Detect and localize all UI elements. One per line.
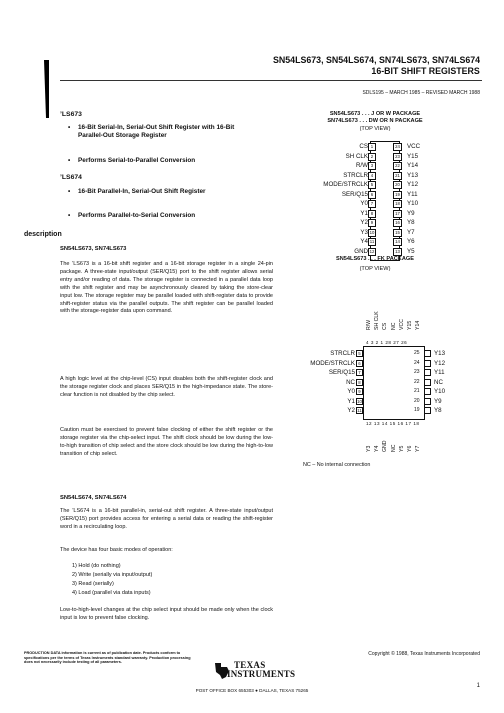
- ls673-heading: ’LS673: [60, 111, 82, 118]
- dip-pin-label: Y15: [407, 152, 419, 160]
- nc-note: NC – No internal connection: [303, 462, 371, 468]
- fk-top-pin-label: NC: [390, 322, 397, 330]
- dip-pin-label: Y14: [407, 162, 419, 169]
- fk-bottom-pin-label: Y5: [398, 445, 405, 452]
- sub-heading-674: SN54LS674, SN74LS674: [60, 495, 127, 501]
- fk-pin-box-empty: [424, 379, 431, 386]
- fk-pin-label: SER/Q15: [328, 369, 355, 376]
- copyright: Copyright © 1988, Texas Instruments Incorporated: [368, 651, 480, 657]
- address: POST OFFICE BOX 655303 ● DALLAS, TEXAS 75265: [195, 688, 309, 693]
- dip-pin-label: Y4: [360, 238, 368, 245]
- fk-pin-label: NC: [346, 378, 355, 386]
- feature-bullet: •: [68, 124, 71, 131]
- sub-heading-673: SN54LS673, SN74LS673: [60, 246, 127, 252]
- dip-pin-box: 19: [393, 191, 402, 199]
- dip-pin-label: Y6: [407, 238, 415, 245]
- dip-pin-box: 22: [393, 162, 402, 170]
- fk-bottom-pin-label: Y3: [366, 445, 372, 452]
- doc-number: SDLS195 – MARCH 1985 – REVISED MARCH 1988: [362, 90, 480, 96]
- fk-top-pin-label: CS: [382, 322, 389, 330]
- logo-text-1: TEXAS: [234, 660, 266, 670]
- fk-bottom-pin-numbers: 12 13 14 15 16 17 18: [366, 421, 420, 426]
- fk-bottom-pin-label: Y7: [415, 445, 422, 452]
- paragraph: A high logic level at the chip-level (CS) input disables both the shift-register clock and the storage register clock and places SER/Q15 in the high-impedance state. The store-clear function is not disabled by the chip select.: [60, 376, 273, 398]
- dip-pin-box: 12: [369, 248, 375, 254]
- fk-pin-box-empty: [424, 388, 431, 395]
- dip-pin-label: SH CLK: [345, 152, 368, 160]
- dip-pin-label: Y1: [360, 209, 368, 217]
- fk-bottom-pin-label: Y6: [407, 445, 413, 452]
- dip-pin-label: Y10: [407, 200, 419, 207]
- dip-package-line-1: SN54LS673 . . . J OR W PACKAGE: [329, 111, 421, 117]
- fk-top-view: (TOP VIEW): [359, 266, 391, 272]
- fk-pin-number: 23: [414, 369, 420, 375]
- mode-item: 4) Load (parallel via data inputs): [72, 590, 151, 596]
- dip-pin-box: 24: [393, 143, 402, 151]
- fk-pin-box-empty: [424, 398, 431, 405]
- paragraph: The ’LS673 is a 16-bit shift register and a 16-bit storage register in a single 24-pin package. A three-state input/output (SER/Q15) port to the shift register allows serial entry and/or reading of data. The storage register is connected in a parallel data loop with the shift register and may be asynchronously cleared by taking the store-clear input low. The storage register may be parallel loaded with shift-register data to provide shift-register status via the parallel outputs. The shift register can be parallel loaded with the storage-register data upon command.: [60, 261, 273, 315]
- ls674-heading: ’LS674: [60, 174, 82, 181]
- mode-item: 3) Read (serially): [72, 581, 114, 587]
- fk-pin-box-empty: [424, 360, 431, 367]
- fk-pin-number: 22: [414, 378, 420, 385]
- fk-pin-number: 25: [414, 350, 420, 356]
- fk-top-pin-label: Y14: [415, 320, 422, 330]
- fk-pin-box: 10: [357, 398, 362, 404]
- fk-bottom-pin-label: GND: [382, 440, 389, 452]
- margin-bar: [44, 60, 49, 118]
- fk-bottom-pin-label: Y4: [374, 445, 381, 452]
- paragraph: Low-to-high-level changes at the chip select input should be made only when the clock input is low to prevent false clocking.: [60, 607, 273, 621]
- dip-pin-label: Y12: [407, 181, 419, 188]
- dip-pin-box: 14: [393, 238, 402, 246]
- fk-pin-label: Y2: [347, 407, 355, 414]
- fk-top-pin-label: Y15: [407, 320, 413, 330]
- fk-pin-box-empty: [424, 407, 431, 414]
- dip-pin-box: 18: [393, 200, 402, 208]
- page-number: 1: [476, 683, 480, 689]
- dip-pin-label: Y13: [407, 171, 419, 179]
- dip-pin-box: 8: [368, 210, 376, 218]
- feature-item: Performs Serial-to-Parallel Conversion: [78, 157, 196, 164]
- fk-pin-label: Y13: [434, 350, 446, 357]
- feature-item: 16-Bit Serial-In, Serial-Out Shift Register with 16-Bit Parallel-Out Storage Register: [78, 124, 235, 139]
- fk-pin-number: 24: [414, 359, 420, 366]
- dip-package-line-2: SN74LS673 . . . DW OR N PACKAGE: [327, 118, 423, 124]
- feature-item: 16-Bit Parallel-In, Serial-Out Shift Register: [78, 188, 206, 195]
- fk-pin-label: Y9: [434, 397, 442, 405]
- fk-top-pin-label: VCC: [398, 319, 405, 330]
- dip-pin-label: STRCLR: [343, 171, 368, 179]
- fk-pin-label: MODE/STRCLK: [310, 359, 355, 367]
- fk-pin-label: Y10: [434, 388, 446, 395]
- title-line-1: SN54LS673, SN54LS674, SN74LS673, SN74LS674: [272, 55, 480, 66]
- dip-pin-box: 21: [393, 172, 402, 180]
- fk-top-pin-label: SH CLK: [374, 311, 381, 330]
- fk-pin-box: 7: [356, 369, 363, 376]
- fk-pin-box: 6: [356, 360, 363, 367]
- fk-top-pin-label: R/W: [366, 319, 372, 330]
- fk-pin-number: 21: [414, 388, 420, 394]
- logo-text-2: INSTRUMENTS: [227, 669, 296, 679]
- fk-pin-label: Y1: [347, 397, 355, 405]
- dip-pin-box: 16: [393, 219, 402, 227]
- dip-pin-label: Y2: [360, 219, 368, 226]
- dip-pin-box: 13: [393, 248, 402, 256]
- dip-pin-box: 20: [393, 181, 402, 189]
- fk-pin-box: 8: [356, 379, 363, 386]
- fk-package-line-1: SN54LS673 . . . FK PACKAGE: [336, 256, 414, 262]
- fk-pin-number: 20: [414, 397, 420, 404]
- fk-pin-label: Y11: [434, 369, 445, 376]
- fk-pin-box: 11: [357, 408, 362, 413]
- dip-pin-box: 10: [369, 229, 375, 235]
- dip-pin-label: Y9: [407, 209, 415, 217]
- fk-pin-label: Y0: [347, 388, 355, 395]
- dip-pin-label: Y11: [407, 190, 418, 198]
- dip-pin-label: GND: [354, 247, 368, 255]
- dip-pin-box: 17: [393, 210, 402, 218]
- fk-pin-box: 9: [356, 388, 363, 395]
- fk-pin-label: Y8: [434, 407, 442, 414]
- feature-item: Performs Parallel-to-Serial Conversion: [78, 212, 196, 219]
- dip-pin-label: Y7: [407, 228, 415, 236]
- dip-pin-box: 7: [368, 200, 376, 208]
- dip-pin-box: 5: [368, 181, 376, 189]
- ti-logo: [214, 660, 296, 682]
- feature-bullet: •: [68, 212, 71, 219]
- dip-pin-label: Y0: [360, 200, 368, 207]
- dip-pin-box: 23: [393, 153, 402, 161]
- dip-pin-box: 1: [368, 143, 376, 151]
- paragraph: The ’LS674 is a 16-bit parallel-in, serial-out shift register. A three-state input/output (SER/Q15) port provides access for entering a serial data or reading the shift-register word in a recirculating loop.: [60, 508, 273, 530]
- fk-pin-box: 5: [356, 350, 363, 357]
- dip-pin-box: 3: [368, 162, 376, 170]
- dip-pin-label: MODE/STRCLK: [323, 181, 368, 188]
- dip-pin-label: Y8: [407, 219, 415, 226]
- title-line-2: 16-BIT SHIFT REGISTERS: [371, 66, 480, 77]
- dip-pin-box: 2: [368, 153, 376, 161]
- fk-pin-label: NC: [434, 378, 443, 386]
- dip-pin-label: SER/Q15: [341, 190, 368, 198]
- dip-pin-label: CS: [359, 143, 368, 150]
- fk-pin-box-empty: [424, 369, 431, 376]
- dip-pin-box: 6: [368, 191, 376, 199]
- feature-bullet: •: [68, 157, 71, 164]
- fk-bottom-pin-label: NC: [390, 444, 397, 452]
- fk-pin-label: Y12: [434, 359, 446, 367]
- production-data-notice: PRODUCTION DATA information is current as of publication date. Products conform to specifications per the terms of Texas Instruments standard warranty. Production processing does not necessarily include testing of all parameters.: [24, 651, 191, 665]
- paragraph: The device has four basic modes of operation:: [60, 547, 173, 553]
- dip-pin-box: 9: [368, 219, 376, 227]
- mode-item: 1) Hold (do nothing): [72, 563, 121, 569]
- fk-pin-label: STRCLR: [330, 350, 355, 357]
- dip-pin-label: Y3: [360, 228, 368, 236]
- description-heading: description: [24, 231, 62, 238]
- dip-top-view: (TOP VIEW): [359, 126, 391, 132]
- dip-pin-box: 15: [393, 229, 402, 237]
- dip-pin-label: VCC: [407, 143, 421, 150]
- fk-top-pin-numbers: 4 3 2 1 28 27 26: [366, 340, 408, 345]
- feature-bullet: •: [68, 188, 71, 195]
- dip-pin-label: Y5: [407, 247, 415, 255]
- paragraph: Caution must be exercised to prevent false clocking of either the shift register or the storage register via the chip-select input. The shift clock should be low during the low-to-high transition of chip select and the store clock should be low during the high-to-low transition of chip select.: [60, 427, 273, 457]
- dip-pin-label: R/W: [355, 162, 368, 169]
- fk-pin-box-empty: [424, 350, 431, 357]
- dip-pin-box: 4: [368, 172, 376, 180]
- header-rule: [60, 80, 482, 81]
- fk-pin-number: 19: [414, 407, 420, 413]
- dip-pin-box: 11: [369, 239, 375, 244]
- mode-item: 2) Write (serially via input/output): [72, 572, 153, 578]
